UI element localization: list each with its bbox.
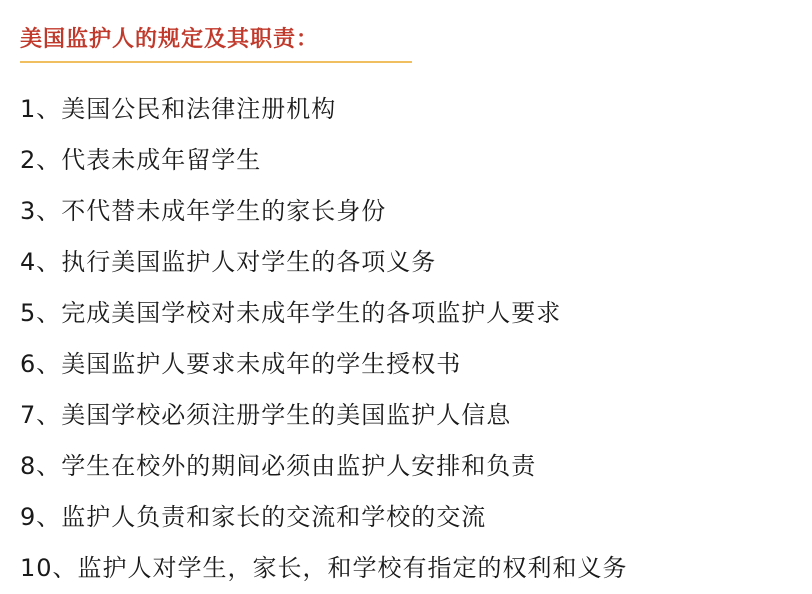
title-underline <box>20 61 412 63</box>
list-item: 3、不代替未成年学生的家长身份 <box>20 197 387 225</box>
page-title: 美国监护人的规定及其职责： <box>20 27 320 52</box>
list-item: 6、美国监护人要求未成年的学生授权书 <box>20 350 462 378</box>
list-item: 8、学生在校外的期间必须由监护人安排和负责 <box>20 452 537 480</box>
list-item: 2、代表未成年留学生 <box>20 146 262 174</box>
list-item: 4、执行美国监护人对学生的各项义务 <box>20 248 437 276</box>
list-item: 1、美国公民和法律注册机构 <box>20 95 337 123</box>
list-item: 9、监护人负责和家长的交流和学校的交流 <box>20 503 487 531</box>
list-item: 10、监护人对学生，家长，和学校有指定的权利和义务 <box>20 554 628 582</box>
list-item: 5、完成美国学校对未成年学生的各项监护人要求 <box>20 299 562 327</box>
duties-list <box>20 84 628 594</box>
list-item: 7、美国学校必须注册学生的美国监护人信息 <box>20 401 512 429</box>
